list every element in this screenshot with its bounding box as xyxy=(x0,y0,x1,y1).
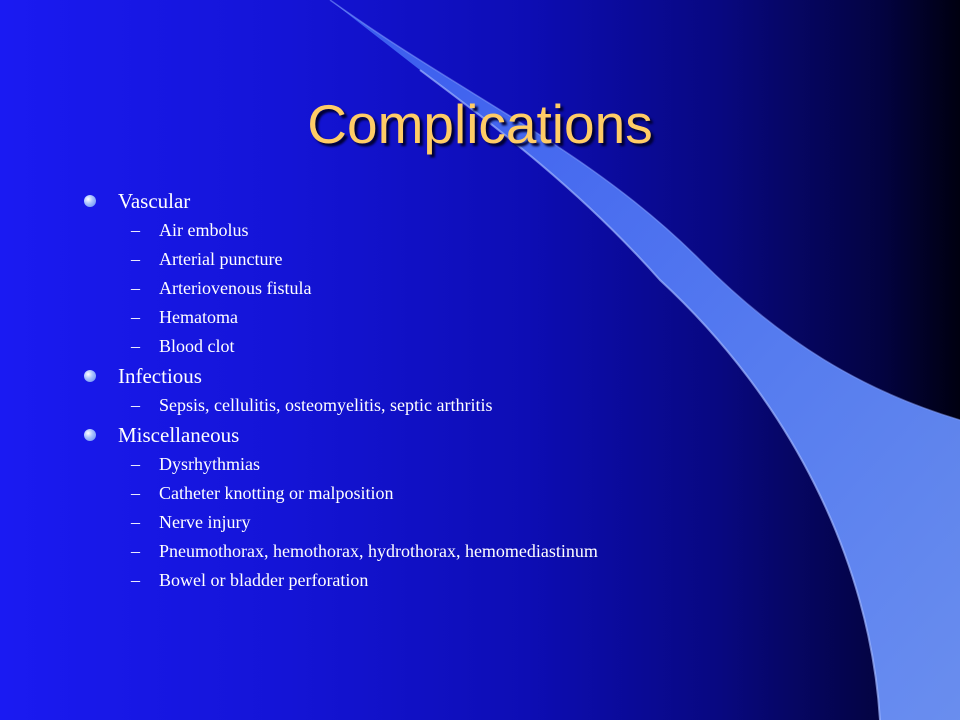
bullet-vascular xyxy=(84,186,884,216)
dash-icon: – xyxy=(131,541,140,561)
sub-bullet-text: Dysrhythmias xyxy=(159,454,260,474)
sub-bullet-text: Hematoma xyxy=(159,307,238,327)
slide-title: Complications xyxy=(307,93,653,155)
dash-icon: – xyxy=(131,307,140,327)
dash-icon: – xyxy=(131,570,140,590)
sub-bullet xyxy=(84,245,884,274)
bullet-list xyxy=(84,186,884,595)
sub-bullet-text: Arterial puncture xyxy=(159,249,283,269)
sub-bullet-text: Nerve injury xyxy=(159,512,251,532)
dash-icon: – xyxy=(131,220,140,240)
bullet-infectious xyxy=(84,361,884,391)
bullet-miscellaneous xyxy=(84,420,884,450)
dash-icon: – xyxy=(131,454,140,474)
sub-bullet xyxy=(84,332,884,361)
sub-bullet-text: Arteriovenous fistula xyxy=(159,278,312,298)
sub-bullet xyxy=(84,274,884,303)
sub-bullet-text: Air embolus xyxy=(159,220,249,240)
sub-bullet xyxy=(84,566,884,595)
section-heading: Infectious xyxy=(118,364,202,388)
sub-bullet xyxy=(84,216,884,245)
sub-bullet-text: Bowel or bladder perforation xyxy=(159,570,369,590)
sub-bullet xyxy=(84,391,884,420)
dash-icon: – xyxy=(131,336,140,356)
sub-bullet xyxy=(84,537,884,566)
section-heading: Vascular xyxy=(118,189,191,213)
dash-icon: – xyxy=(131,395,140,415)
bullet-dot-icon xyxy=(84,195,96,207)
dash-icon: – xyxy=(131,512,140,532)
bullet-dot-icon xyxy=(84,429,96,441)
sub-bullet xyxy=(84,303,884,332)
bullet-dot-icon xyxy=(84,370,96,382)
dash-icon: – xyxy=(131,483,140,503)
sub-bullet xyxy=(84,450,884,479)
sub-bullet-text: Catheter knotting or malposition xyxy=(159,483,394,503)
dash-icon: – xyxy=(131,278,140,298)
sub-bullet-text: Sepsis, cellulitis, osteomyelitis, septic arthritis xyxy=(159,395,493,415)
dash-icon: – xyxy=(131,249,140,269)
sub-bullet xyxy=(84,508,884,537)
sub-bullet-text: Pneumothorax, hemothorax, hydrothorax, hemomediastinum xyxy=(159,541,598,561)
sub-bullet xyxy=(84,479,884,508)
sub-bullet-text: Blood clot xyxy=(159,336,235,356)
section-heading: Miscellaneous xyxy=(118,423,240,447)
